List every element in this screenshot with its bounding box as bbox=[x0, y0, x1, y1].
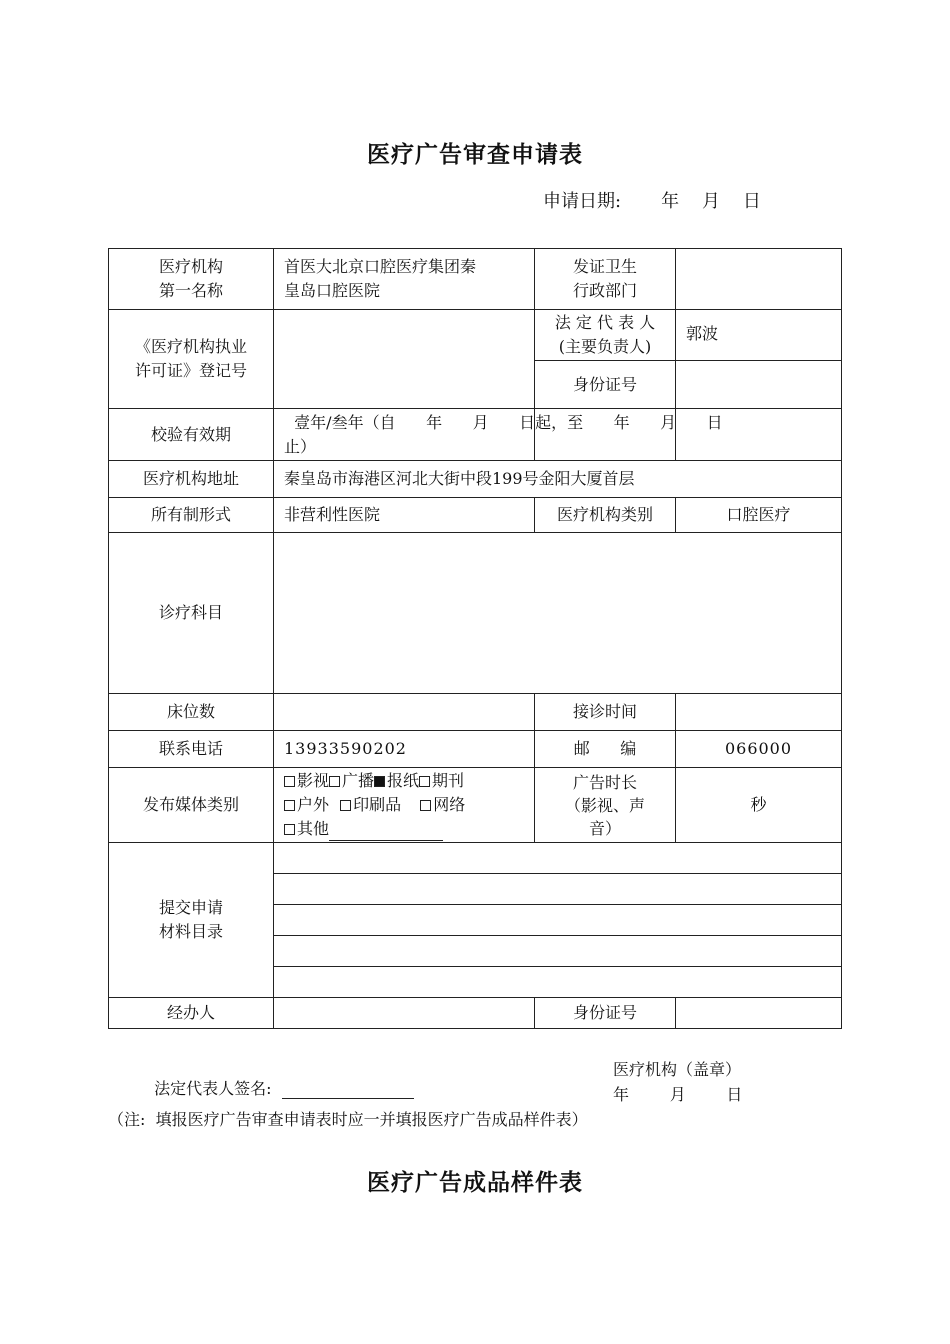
reception-hours-label: 接诊时间 bbox=[572, 702, 637, 721]
handler-label: 经办人 bbox=[166, 1003, 215, 1022]
page-title: 医疗广告审查申请表 bbox=[367, 141, 583, 168]
postcode-value[interactable]: 066000 bbox=[724, 739, 793, 758]
legal-rep-id-value[interactable] bbox=[676, 361, 841, 408]
org-name-label-line2: 第一名称 bbox=[158, 281, 223, 300]
org-name-label bbox=[109, 249, 273, 309]
application-date: 申请日期: 年 月 日 bbox=[543, 191, 761, 212]
media-type-label: 发布媒体类别 bbox=[142, 795, 239, 814]
legal-rep-value[interactable]: 郭波 bbox=[686, 324, 719, 343]
option-print-label: 印刷品 bbox=[353, 795, 402, 814]
phone-value[interactable]: 13933590202 bbox=[284, 739, 407, 758]
media-options-row1 bbox=[284, 769, 464, 793]
issuing-authority-label-line2: 行政部门 bbox=[572, 281, 637, 300]
option-outdoor-label: 户外 bbox=[297, 795, 330, 814]
treatment-subjects-label: 诊疗科目 bbox=[158, 603, 223, 622]
issuing-authority-label bbox=[535, 249, 675, 309]
org-seal-label: 医疗机构（盖章） bbox=[613, 1060, 742, 1079]
checkbox-network[interactable] bbox=[420, 800, 431, 811]
validity-period-label: 校验有效期 bbox=[150, 424, 231, 444]
option-periodical-label: 期刊 bbox=[432, 771, 465, 790]
org-address-label: 医疗机构地址 bbox=[142, 469, 239, 488]
media-type-options bbox=[274, 768, 534, 842]
materials-item-5[interactable] bbox=[274, 967, 841, 997]
materials-item-2[interactable] bbox=[274, 874, 841, 904]
ad-duration-label bbox=[535, 768, 675, 842]
option-other-label: 其他 bbox=[297, 819, 330, 838]
legal-rep-label-line1: 法 定 代 表 人 bbox=[554, 313, 656, 332]
materials-list-label-line2: 材料目录 bbox=[158, 922, 223, 941]
license-number-label-line1: 《医疗机构执业 bbox=[134, 337, 247, 356]
org-name-value-line2: 皇岛口腔医院 bbox=[284, 281, 381, 300]
other-media-input[interactable] bbox=[329, 824, 443, 841]
org-category-value[interactable]: 口腔医疗 bbox=[726, 505, 791, 524]
legal-rep-id-label: 身份证号 bbox=[572, 374, 637, 394]
option-radio-label: 广播 bbox=[342, 771, 375, 790]
issuing-authority-value[interactable] bbox=[676, 249, 841, 309]
validity-period-line1: 壹年/叁年（自 年 月 日起，至 年 月 日 bbox=[284, 412, 723, 432]
issuing-authority-label-line1: 发证卫生 bbox=[572, 257, 637, 276]
media-options-row2 bbox=[284, 793, 465, 817]
org-name-value[interactable] bbox=[274, 249, 534, 309]
bed-count-label: 床位数 bbox=[166, 702, 215, 721]
checkbox-outdoor[interactable] bbox=[284, 800, 295, 811]
checkbox-other[interactable] bbox=[284, 824, 295, 835]
signature-label: 法定代表人签名: bbox=[154, 1079, 272, 1098]
option-tv-label: 影视 bbox=[297, 771, 330, 790]
option-network-label: 网络 bbox=[433, 795, 466, 814]
license-number-label-line2: 许可证》登记号 bbox=[134, 361, 247, 380]
option-newspaper-label: 报纸 bbox=[387, 771, 420, 790]
org-seal-date: 年 月 日 bbox=[613, 1085, 743, 1104]
handler-id-label: 身份证号 bbox=[572, 1003, 637, 1022]
signature-input[interactable] bbox=[282, 1080, 414, 1099]
checkbox-periodical[interactable] bbox=[419, 776, 430, 787]
org-category-label: 医疗机构类别 bbox=[556, 505, 653, 524]
ownership-value[interactable]: 非营利性医院 bbox=[284, 505, 381, 524]
org-address-value[interactable]: 秦皇岛市海港区河北大街中段199号金阳大厦首层 bbox=[284, 469, 635, 488]
treatment-subjects-value[interactable] bbox=[274, 533, 841, 693]
legal-rep-label bbox=[535, 310, 675, 360]
ownership-label: 所有制形式 bbox=[150, 505, 231, 524]
materials-list-label bbox=[109, 843, 273, 997]
validity-period-line2: 止） bbox=[284, 436, 317, 456]
ad-duration-label-line1: 广告时长 bbox=[572, 772, 637, 792]
materials-list-label-line1: 提交申请 bbox=[158, 898, 223, 917]
postcode-label: 邮 编 bbox=[573, 739, 637, 758]
ad-duration-value[interactable]: 秒 bbox=[750, 795, 767, 814]
materials-item-3[interactable] bbox=[274, 905, 841, 935]
org-name-label-line1: 医疗机构 bbox=[158, 257, 223, 276]
second-page-title: 医疗广告成品样件表 bbox=[367, 1169, 583, 1196]
handler-id-value[interactable] bbox=[676, 998, 841, 1028]
reception-hours-value[interactable] bbox=[676, 694, 841, 730]
materials-item-1[interactable] bbox=[274, 843, 841, 873]
legal-rep-label-line2: (主要负责人) bbox=[558, 337, 652, 356]
ad-duration-label-line3: 音） bbox=[588, 818, 621, 838]
form-note: （注: 填报医疗广告审查申请表时应一并填报医疗广告成品样件表） bbox=[108, 1110, 588, 1129]
validity-period-value[interactable] bbox=[274, 409, 841, 460]
phone-label: 联系电话 bbox=[158, 739, 223, 758]
license-number-value[interactable] bbox=[274, 310, 534, 408]
org-name-value-line1: 首医大北京口腔医疗集团秦 bbox=[284, 257, 477, 276]
checkbox-radio[interactable] bbox=[329, 776, 340, 787]
checkbox-print[interactable] bbox=[340, 800, 351, 811]
media-options-row3 bbox=[284, 817, 443, 841]
ad-duration-label-line2: （影视、声 bbox=[564, 795, 645, 815]
license-number-label bbox=[109, 310, 273, 408]
materials-item-4[interactable] bbox=[274, 936, 841, 966]
checkbox-tv[interactable] bbox=[284, 776, 295, 787]
legal-rep-signature-line bbox=[144, 1057, 414, 1099]
bed-count-value[interactable] bbox=[274, 694, 534, 730]
handler-value[interactable] bbox=[274, 998, 534, 1028]
checkbox-newspaper[interactable] bbox=[374, 776, 385, 787]
